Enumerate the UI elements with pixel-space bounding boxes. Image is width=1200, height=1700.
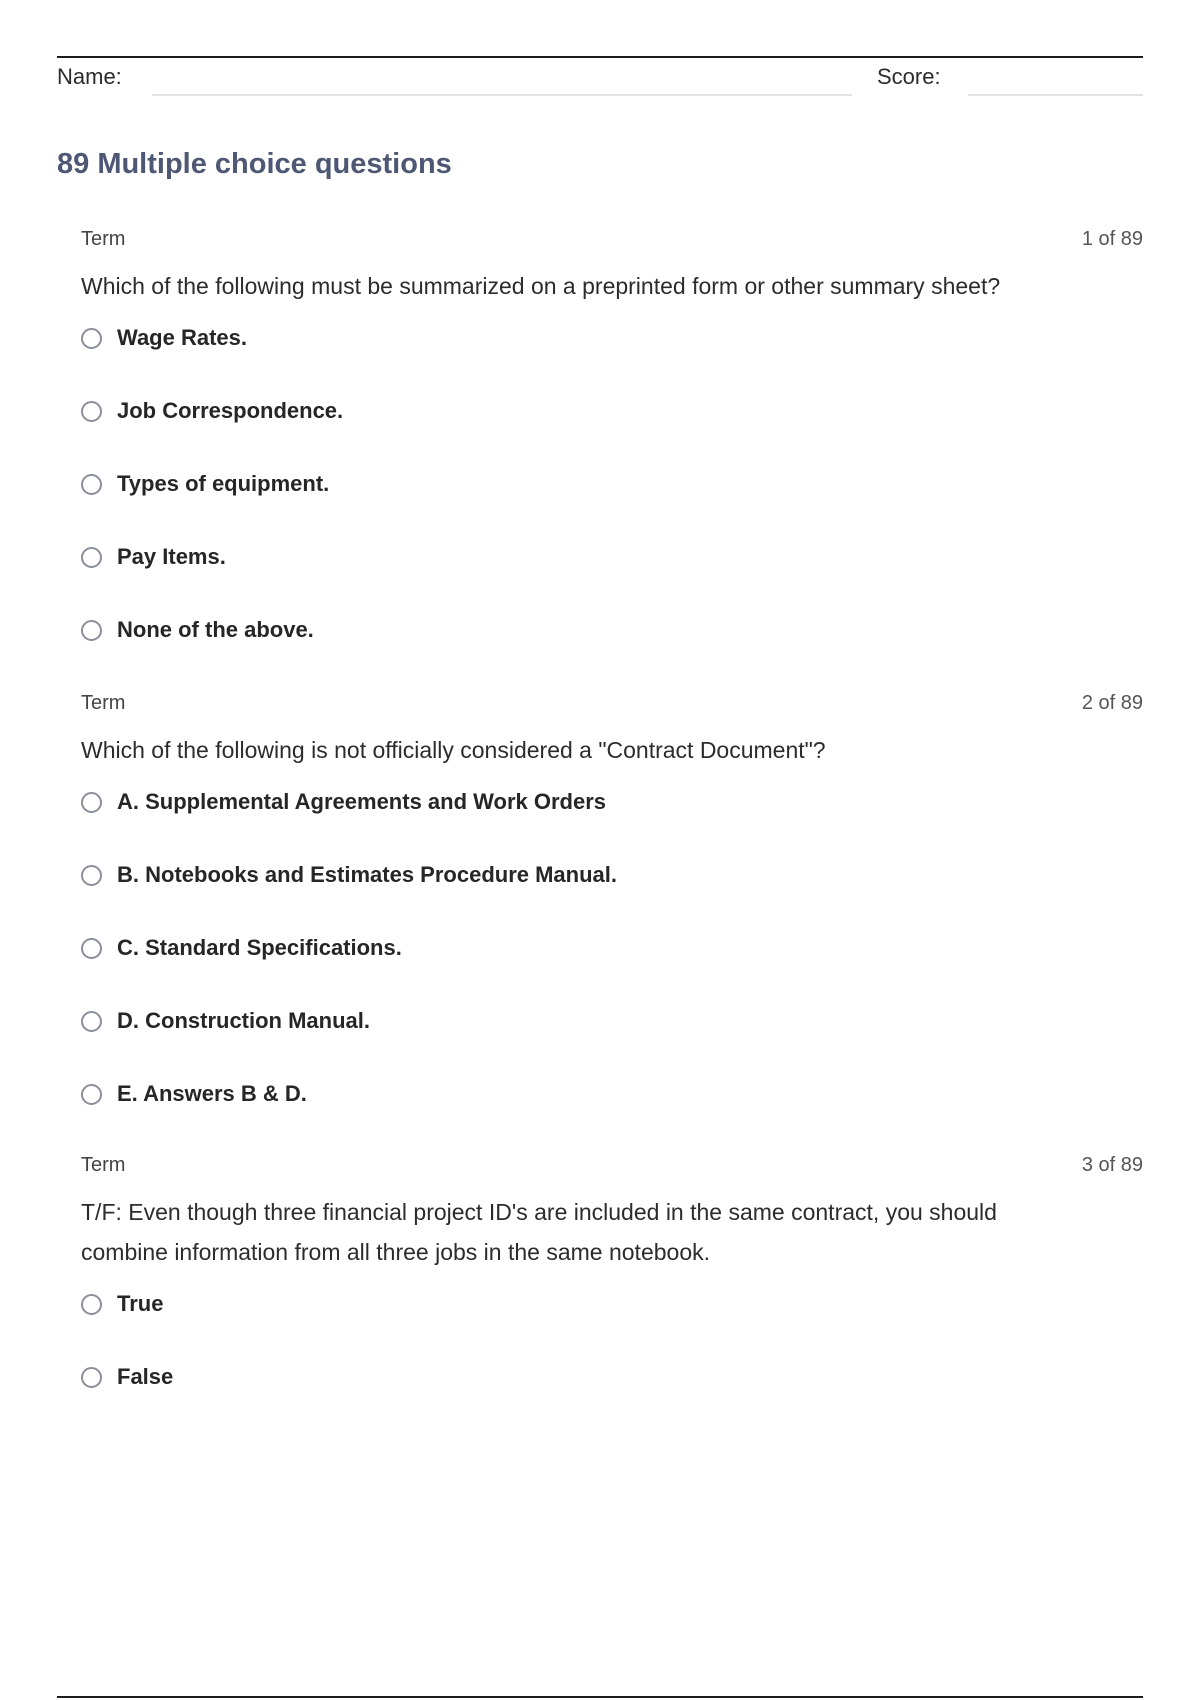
answer-option[interactable] (81, 464, 1143, 504)
answer-option[interactable] (81, 855, 1143, 895)
answer-option[interactable] (81, 537, 1143, 577)
score-field-line[interactable] (968, 94, 1143, 96)
radio-button-icon[interactable] (81, 1011, 102, 1032)
term-label: Term (81, 228, 126, 250)
radio-button-icon[interactable] (81, 401, 102, 422)
section-title: 89 Multiple choice questions (57, 148, 452, 180)
answer-option[interactable] (81, 928, 1143, 968)
bottom-rule (57, 1696, 1143, 1698)
radio-button-icon[interactable] (81, 792, 102, 813)
option-label: B. Notebooks and Estimates Procedure Manual. (117, 862, 618, 887)
option-label: True (117, 1291, 164, 1316)
term-label: Term (81, 1154, 126, 1176)
answer-option[interactable] (81, 782, 1143, 822)
header-row (57, 56, 1143, 98)
answer-option[interactable] (81, 610, 1143, 650)
question-card (81, 1154, 1143, 1430)
radio-button-icon[interactable] (81, 1367, 102, 1388)
question-text: Which of the following is not officially considered a "Contract Document"? (81, 737, 826, 763)
name-label: Name: (57, 64, 122, 89)
answer-options (81, 782, 1143, 1114)
question-card (81, 692, 1143, 1147)
option-label: False (117, 1364, 174, 1389)
question-text: T/F: Even though three financial project ID's are included in the same contract, you should combine information from all three jobs in the same notebook. (81, 1199, 997, 1265)
radio-button-icon[interactable] (81, 1294, 102, 1315)
term-label: Term (81, 692, 126, 714)
radio-button-icon[interactable] (81, 938, 102, 959)
option-label: A. Supplemental Agreements and Work Orders (117, 789, 607, 814)
option-label: Wage Rates. (117, 325, 248, 350)
question-counter: 2 of 89 (1081, 692, 1143, 714)
question-card (81, 228, 1143, 683)
answer-option[interactable] (81, 1357, 1143, 1397)
question-text: Which of the following must be summarized on a preprinted form or other summary sheet? (81, 273, 1001, 299)
radio-button-icon[interactable] (81, 1084, 102, 1105)
option-label: Job Correspondence. (117, 398, 344, 423)
option-label: C. Standard Specifications. (117, 935, 402, 960)
answer-option[interactable] (81, 391, 1143, 431)
question-counter: 3 of 89 (1081, 1154, 1143, 1176)
radio-button-icon[interactable] (81, 547, 102, 568)
answer-options (81, 1284, 1143, 1397)
option-label: E. Answers B & D. (117, 1081, 307, 1106)
option-label: D. Construction Manual. (117, 1008, 370, 1033)
answer-option[interactable] (81, 1284, 1143, 1324)
answer-option[interactable] (81, 1001, 1143, 1041)
radio-button-icon[interactable] (81, 620, 102, 641)
option-label: Types of equipment. (117, 471, 330, 496)
answer-options (81, 318, 1143, 650)
question-counter: 1 of 89 (1081, 228, 1143, 250)
radio-button-icon[interactable] (81, 474, 102, 495)
score-label: Score: (877, 64, 941, 89)
radio-button-icon[interactable] (81, 328, 102, 349)
radio-button-icon[interactable] (81, 865, 102, 886)
answer-option[interactable] (81, 1074, 1143, 1114)
name-field-line[interactable] (152, 94, 852, 96)
option-label: Pay Items. (117, 544, 226, 569)
option-label: None of the above. (117, 617, 314, 642)
answer-option[interactable] (81, 318, 1143, 358)
